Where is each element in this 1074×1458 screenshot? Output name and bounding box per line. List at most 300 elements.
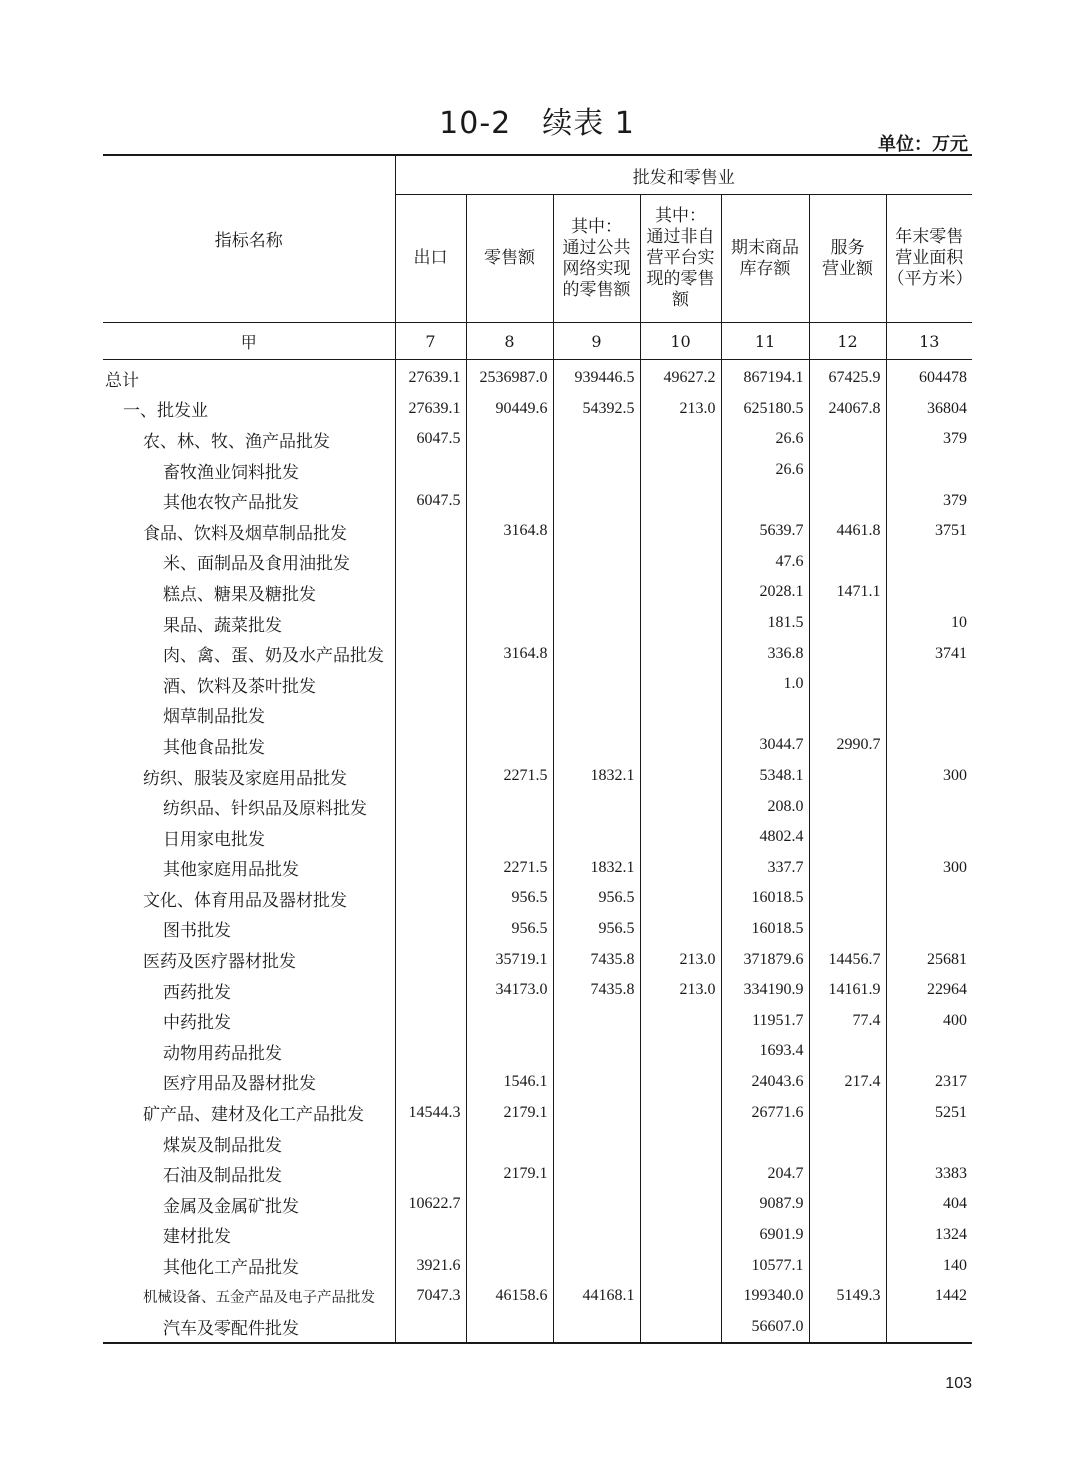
value-cell <box>466 1005 553 1036</box>
value-cell <box>809 1189 886 1220</box>
value-cell: 2028.1 <box>721 577 809 608</box>
value-cell <box>553 516 640 547</box>
table-row <box>103 1097 972 1128</box>
value-cell <box>640 914 721 945</box>
row-label: 一、批发业 <box>123 401 208 422</box>
value-cell <box>809 761 886 792</box>
value-cell <box>466 424 553 455</box>
value-cell: 3751 <box>886 516 972 547</box>
row-label: 金属及金属矿批发 <box>163 1196 299 1217</box>
value-cell: 956.5 <box>466 914 553 945</box>
index-cell: 8 <box>466 323 553 360</box>
row-label: 石油及制品批发 <box>163 1166 282 1187</box>
value-cell: 604478 <box>886 360 972 394</box>
value-cell: 24043.6 <box>721 1067 809 1098</box>
row-label: 日用家电批发 <box>163 829 265 850</box>
value-cell <box>553 1067 640 1098</box>
value-cell <box>395 516 466 547</box>
value-cell: 26771.6 <box>721 1097 809 1128</box>
row-label: 肉、禽、蛋、奶及水产品批发 <box>163 646 384 667</box>
value-cell <box>886 730 972 761</box>
value-cell <box>640 791 721 822</box>
value-cell <box>553 1250 640 1281</box>
row-label: 总计 <box>105 370 139 391</box>
value-cell: 1546.1 <box>466 1067 553 1098</box>
value-cell <box>395 1128 466 1159</box>
value-cell <box>466 669 553 700</box>
value-cell <box>809 1311 886 1343</box>
row-label: 纺织、服装及家庭用品批发 <box>143 768 347 789</box>
index-cell: 10 <box>640 323 721 360</box>
table-row <box>103 1311 972 1343</box>
value-cell: 11951.7 <box>721 1005 809 1036</box>
value-cell <box>809 1036 886 1067</box>
value-cell: 47.6 <box>721 547 809 578</box>
value-cell <box>466 1128 553 1159</box>
index-cell: 甲 <box>103 323 395 360</box>
value-cell: 10577.1 <box>721 1250 809 1281</box>
value-cell <box>395 700 466 731</box>
value-cell: 14544.3 <box>395 1097 466 1128</box>
value-cell <box>886 1311 972 1343</box>
value-cell: 56607.0 <box>721 1311 809 1343</box>
statistics-table <box>103 154 972 1344</box>
value-cell <box>809 1220 886 1251</box>
value-cell <box>809 791 886 822</box>
value-cell: 140 <box>886 1250 972 1281</box>
value-cell <box>553 1189 640 1220</box>
value-cell: 337.7 <box>721 853 809 884</box>
value-cell <box>395 822 466 853</box>
value-cell: 77.4 <box>809 1005 886 1036</box>
value-cell: 1324 <box>886 1220 972 1251</box>
table-row <box>103 853 972 884</box>
value-cell <box>640 1281 721 1312</box>
value-cell <box>640 761 721 792</box>
table-row <box>103 1250 972 1281</box>
value-cell: 35719.1 <box>466 944 553 975</box>
value-cell: 6047.5 <box>395 485 466 516</box>
table-row <box>103 1189 972 1220</box>
table-row <box>103 791 972 822</box>
row-label: 烟草制品批发 <box>163 707 265 728</box>
value-cell <box>553 485 640 516</box>
value-cell <box>809 883 886 914</box>
value-cell: 400 <box>886 1005 972 1036</box>
value-cell: 7435.8 <box>553 944 640 975</box>
row-label: 其他食品批发 <box>163 737 265 758</box>
index-cell: 9 <box>553 323 640 360</box>
row-label: 畜牧渔业饲料批发 <box>163 462 299 483</box>
value-cell: 67425.9 <box>809 360 886 394</box>
value-cell <box>809 822 886 853</box>
value-cell: 379 <box>886 485 972 516</box>
value-cell <box>809 1097 886 1128</box>
value-cell <box>395 1158 466 1189</box>
value-cell <box>809 669 886 700</box>
value-cell <box>553 638 640 669</box>
value-cell <box>809 424 886 455</box>
value-cell: 14456.7 <box>809 944 886 975</box>
value-cell <box>553 424 640 455</box>
value-cell: 4802.4 <box>721 822 809 853</box>
value-cell <box>395 1036 466 1067</box>
value-cell: 371879.6 <box>721 944 809 975</box>
value-cell <box>553 669 640 700</box>
value-cell <box>886 577 972 608</box>
table-row <box>103 822 972 853</box>
table-row <box>103 1005 972 1036</box>
row-label: 酒、饮料及茶叶批发 <box>163 676 316 697</box>
value-cell: 334190.9 <box>721 975 809 1006</box>
value-cell: 46158.6 <box>466 1281 553 1312</box>
value-cell <box>466 608 553 639</box>
value-cell <box>640 547 721 578</box>
value-cell <box>886 700 972 731</box>
row-label: 医疗用品及器材批发 <box>163 1074 316 1095</box>
value-cell: 25681 <box>886 944 972 975</box>
value-cell <box>886 1036 972 1067</box>
value-cell <box>466 730 553 761</box>
value-cell <box>395 1005 466 1036</box>
value-cell <box>886 547 972 578</box>
value-cell: 3164.8 <box>466 516 553 547</box>
value-cell <box>640 1067 721 1098</box>
value-cell <box>809 1128 886 1159</box>
value-cell <box>395 761 466 792</box>
value-cell <box>395 791 466 822</box>
value-cell <box>395 608 466 639</box>
table-title: 10-2 续表 1 <box>439 106 635 141</box>
row-label: 糕点、糖果及糖批发 <box>163 584 316 605</box>
value-cell <box>466 577 553 608</box>
value-cell <box>809 485 886 516</box>
value-cell <box>553 1128 640 1159</box>
value-cell: 1471.1 <box>809 577 886 608</box>
value-cell <box>640 516 721 547</box>
group-header: 批发和零售业 <box>395 155 972 195</box>
col-header-retail-sales: 零售额 <box>466 195 553 323</box>
value-cell <box>553 608 640 639</box>
index-cell: 13 <box>886 323 972 360</box>
value-cell <box>466 791 553 822</box>
table-row <box>103 1128 972 1159</box>
value-cell <box>553 547 640 578</box>
value-cell <box>640 1128 721 1159</box>
value-cell <box>553 730 640 761</box>
row-label: 纺织品、针织品及原料批发 <box>163 799 367 820</box>
value-cell <box>640 700 721 731</box>
value-cell <box>553 1158 640 1189</box>
value-cell <box>395 944 466 975</box>
index-cell: 12 <box>809 323 886 360</box>
value-cell <box>553 1036 640 1067</box>
value-cell <box>395 638 466 669</box>
table-row <box>103 730 972 761</box>
value-cell <box>640 883 721 914</box>
index-cell: 11 <box>721 323 809 360</box>
table-row <box>103 883 972 914</box>
table-row <box>103 761 972 792</box>
value-cell: 204.7 <box>721 1158 809 1189</box>
page-number: 103 <box>945 1375 972 1392</box>
value-cell <box>640 424 721 455</box>
table-row <box>103 424 972 455</box>
value-cell <box>395 455 466 486</box>
table-row <box>103 394 972 425</box>
value-cell <box>640 485 721 516</box>
value-cell: 867194.1 <box>721 360 809 394</box>
value-cell <box>466 700 553 731</box>
table-row <box>103 944 972 975</box>
value-cell: 9087.9 <box>721 1189 809 1220</box>
value-cell: 336.8 <box>721 638 809 669</box>
value-cell <box>886 455 972 486</box>
value-cell <box>640 1036 721 1067</box>
value-cell <box>640 1311 721 1343</box>
value-cell <box>395 1220 466 1251</box>
value-cell: 2990.7 <box>809 730 886 761</box>
value-cell <box>809 700 886 731</box>
value-cell <box>809 1158 886 1189</box>
value-cell: 7435.8 <box>553 975 640 1006</box>
row-label: 其他化工产品批发 <box>163 1258 299 1279</box>
value-cell <box>640 669 721 700</box>
value-cell <box>466 1220 553 1251</box>
value-cell <box>640 730 721 761</box>
value-cell: 1.0 <box>721 669 809 700</box>
value-cell <box>395 730 466 761</box>
value-cell <box>395 669 466 700</box>
value-cell: 3164.8 <box>466 638 553 669</box>
value-cell: 54392.5 <box>553 394 640 425</box>
value-cell: 26.6 <box>721 455 809 486</box>
col-header-retail-area: 年末零售 营业面积 （平方米） <box>886 195 972 323</box>
value-cell: 3741 <box>886 638 972 669</box>
value-cell: 14161.9 <box>809 975 886 1006</box>
value-cell: 1832.1 <box>553 761 640 792</box>
value-cell: 2271.5 <box>466 761 553 792</box>
row-label: 文化、体育用品及器材批发 <box>143 890 347 911</box>
value-cell: 208.0 <box>721 791 809 822</box>
row-label: 其他农牧产品批发 <box>163 493 299 514</box>
value-cell: 3383 <box>886 1158 972 1189</box>
value-cell <box>886 1128 972 1159</box>
col-header-export: 出口 <box>395 195 466 323</box>
row-label: 中药批发 <box>163 1013 231 1034</box>
row-label: 汽车及零配件批发 <box>103 1311 395 1343</box>
value-cell <box>886 883 972 914</box>
value-cell: 213.0 <box>640 944 721 975</box>
value-cell: 939446.5 <box>553 360 640 394</box>
value-cell: 7047.3 <box>395 1281 466 1312</box>
value-cell <box>640 608 721 639</box>
value-cell: 6047.5 <box>395 424 466 455</box>
value-cell <box>640 1005 721 1036</box>
table-row <box>103 975 972 1006</box>
unit-label: 单位：万元 <box>878 134 968 155</box>
value-cell <box>640 1189 721 1220</box>
value-cell: 90449.6 <box>466 394 553 425</box>
row-label: 农、林、牧、渔产品批发 <box>143 431 330 452</box>
row-label: 图书批发 <box>163 921 231 942</box>
value-cell: 300 <box>886 761 972 792</box>
value-cell: 36804 <box>886 394 972 425</box>
row-label: 西药批发 <box>163 982 231 1003</box>
value-cell <box>466 1036 553 1067</box>
table-row <box>103 547 972 578</box>
table-row <box>103 1036 972 1067</box>
value-cell <box>466 822 553 853</box>
table-row <box>103 1281 972 1312</box>
value-cell: 956.5 <box>553 883 640 914</box>
value-cell <box>466 485 553 516</box>
table-row <box>103 914 972 945</box>
value-cell <box>721 485 809 516</box>
row-label: 医药及医疗器材批发 <box>143 952 296 973</box>
value-cell <box>553 577 640 608</box>
table-row <box>103 700 972 731</box>
value-cell <box>395 1311 466 1343</box>
value-cell <box>721 1128 809 1159</box>
row-label: 米、面制品及食用油批发 <box>163 554 350 575</box>
value-cell <box>809 608 886 639</box>
indicator-name-header: 指标名称 <box>103 155 395 323</box>
value-cell: 24067.8 <box>809 394 886 425</box>
value-cell <box>886 669 972 700</box>
table-row <box>103 455 972 486</box>
value-cell: 1442 <box>886 1281 972 1312</box>
value-cell <box>395 853 466 884</box>
table-row <box>103 1067 972 1098</box>
value-cell <box>395 914 466 945</box>
table-row <box>103 577 972 608</box>
value-cell: 27639.1 <box>395 394 466 425</box>
value-cell: 22964 <box>886 975 972 1006</box>
value-cell: 404 <box>886 1189 972 1220</box>
value-cell: 5251 <box>886 1097 972 1128</box>
row-label: 动物用药品批发 <box>163 1043 282 1064</box>
row-label: 矿产品、建材及化工产品批发 <box>143 1105 364 1126</box>
table-row <box>103 638 972 669</box>
table-body <box>103 360 972 1344</box>
value-cell <box>395 547 466 578</box>
value-cell <box>553 1005 640 1036</box>
table-row <box>103 516 972 547</box>
value-cell <box>553 1097 640 1128</box>
value-cell: 2179.1 <box>466 1097 553 1128</box>
value-cell: 625180.5 <box>721 394 809 425</box>
row-label: 其他家庭用品批发 <box>163 860 299 881</box>
value-cell: 181.5 <box>721 608 809 639</box>
value-cell: 213.0 <box>640 394 721 425</box>
value-cell: 1693.4 <box>721 1036 809 1067</box>
value-cell <box>553 822 640 853</box>
value-cell: 2317 <box>886 1067 972 1098</box>
value-cell <box>395 883 466 914</box>
value-cell: 27639.1 <box>395 360 466 394</box>
value-cell <box>809 914 886 945</box>
value-cell <box>640 1220 721 1251</box>
value-cell <box>640 822 721 853</box>
table-row <box>103 669 972 700</box>
value-cell <box>640 1250 721 1281</box>
table-row <box>103 1158 972 1189</box>
value-cell <box>466 1311 553 1343</box>
value-cell: 4461.8 <box>809 516 886 547</box>
value-cell <box>640 455 721 486</box>
value-cell <box>395 975 466 1006</box>
value-cell <box>886 914 972 945</box>
value-cell: 2179.1 <box>466 1158 553 1189</box>
table-row <box>103 608 972 639</box>
value-cell: 199340.0 <box>721 1281 809 1312</box>
value-cell <box>466 1250 553 1281</box>
value-cell <box>640 638 721 669</box>
value-cell <box>721 700 809 731</box>
value-cell: 16018.5 <box>721 883 809 914</box>
value-cell: 34173.0 <box>466 975 553 1006</box>
index-cell: 7 <box>395 323 466 360</box>
value-cell: 956.5 <box>466 883 553 914</box>
value-cell <box>553 455 640 486</box>
value-cell: 16018.5 <box>721 914 809 945</box>
col-header-non-self-platform-retail: 其中： 通过非自 营平台实 现的零售 额 <box>640 195 721 323</box>
value-cell <box>640 1158 721 1189</box>
table-row <box>103 485 972 516</box>
value-cell <box>640 853 721 884</box>
value-cell: 44168.1 <box>553 1281 640 1312</box>
value-cell: 379 <box>886 424 972 455</box>
value-cell <box>553 791 640 822</box>
value-cell <box>640 1097 721 1128</box>
value-cell: 10622.7 <box>395 1189 466 1220</box>
value-cell: 1832.1 <box>553 853 640 884</box>
value-cell: 2271.5 <box>466 853 553 884</box>
index-row <box>103 323 972 360</box>
value-cell: 6901.9 <box>721 1220 809 1251</box>
value-cell <box>466 547 553 578</box>
row-label: 建材批发 <box>163 1227 231 1248</box>
value-cell <box>886 791 972 822</box>
value-cell: 217.4 <box>809 1067 886 1098</box>
value-cell: 3921.6 <box>395 1250 466 1281</box>
value-cell <box>809 853 886 884</box>
table-row <box>103 1220 972 1251</box>
value-cell: 5639.7 <box>721 516 809 547</box>
col-header-service-revenue: 服务 营业额 <box>809 195 886 323</box>
row-label: 食品、饮料及烟草制品批发 <box>143 523 347 544</box>
value-cell <box>809 1250 886 1281</box>
row-label: 煤炭及制品批发 <box>163 1135 282 1156</box>
value-cell: 10 <box>886 608 972 639</box>
value-cell <box>809 455 886 486</box>
value-cell: 213.0 <box>640 975 721 1006</box>
value-cell: 26.6 <box>721 424 809 455</box>
value-cell: 49627.2 <box>640 360 721 394</box>
value-cell <box>553 1311 640 1343</box>
value-cell: 5149.3 <box>809 1281 886 1312</box>
row-label: 果品、蔬菜批发 <box>163 615 282 636</box>
value-cell <box>466 1189 553 1220</box>
value-cell: 3044.7 <box>721 730 809 761</box>
value-cell: 300 <box>886 853 972 884</box>
value-cell <box>553 1220 640 1251</box>
value-cell <box>809 547 886 578</box>
value-cell <box>640 577 721 608</box>
value-cell <box>466 455 553 486</box>
value-cell: 5348.1 <box>721 761 809 792</box>
